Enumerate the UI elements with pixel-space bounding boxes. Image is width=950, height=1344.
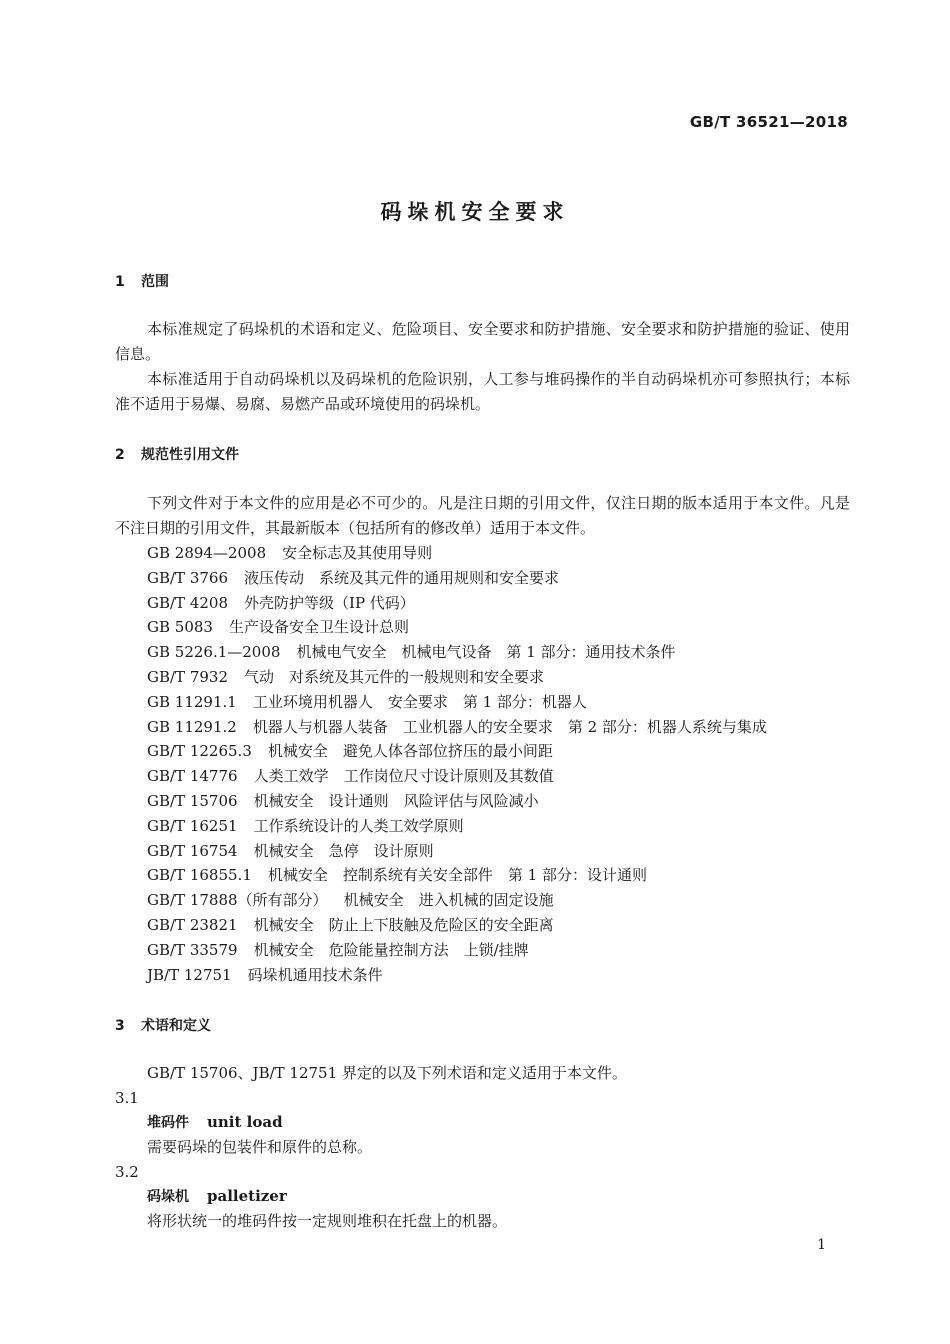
reference-title: 安全标志及其使用导则 (282, 544, 433, 562)
section-3-intro: GB/T 15706、JB/T 12751 界定的以及下列术语和定义适用于本文件。 (147, 1064, 627, 1082)
standard-number: GB/T 36521—2018 (689, 113, 848, 131)
reference-title: 码垛机通用技术条件 (247, 965, 383, 984)
reference-code: GB/T 4208 (147, 593, 229, 612)
term-definition: 需要码垛的包装件和原件的总称。 (147, 1138, 373, 1156)
term-definition: 将形状统一的堆码件按一定规则堆积在托盘上的机器。 (147, 1212, 508, 1230)
reference-code: GB/T 12265.3 (147, 742, 252, 761)
reference-item (147, 764, 767, 789)
reference-title: 气动 对系统及其元件的一般规则和安全要求 (244, 667, 545, 686)
reference-title: 机械电气安全 机械电气设备 第 1 部分：通用技术条件 (296, 643, 676, 662)
term-heading (147, 1110, 283, 1135)
reference-code: GB/T 14776 (147, 767, 238, 786)
reference-code: GB/T 23821 (147, 915, 238, 934)
term-chinese: 码垛机 (147, 1189, 189, 1205)
reference-code: GB 5083 (147, 618, 213, 637)
reference-title: 生产设备安全卫生设计总则 (228, 618, 409, 637)
section-title: 规范性引用文件 (141, 447, 239, 463)
reference-title: 液压传动 系统及其元件的通用规则和安全要求 (244, 568, 560, 587)
section-title: 范围 (141, 274, 169, 290)
page-number: 1 (817, 1237, 826, 1253)
reference-item (147, 963, 767, 988)
reference-code: GB/T 3766 (147, 568, 229, 587)
reference-item (147, 863, 767, 888)
reference-code: JB/T 12751 (147, 965, 232, 984)
reference-title: 机械安全 设计通则 风险评估与风险减小 (253, 791, 539, 810)
section-number: 2 (115, 447, 125, 463)
reference-code: GB/T 15706 (147, 791, 238, 810)
reference-item (147, 566, 767, 591)
term-number: 3.2 (115, 1163, 139, 1181)
reference-item (147, 839, 767, 864)
reference-item (147, 888, 767, 913)
term-chinese: 堆码件 (147, 1115, 189, 1131)
reference-code: GB/T 33579 (147, 940, 238, 959)
reference-title: 机械安全 进入机械的固定设施 (343, 891, 554, 910)
reference-code: GB/T 16754 (147, 841, 238, 860)
section-3-heading (115, 1015, 211, 1035)
reference-code: GB 11291.2 (147, 717, 237, 736)
reference-list (147, 541, 767, 987)
section-number: 1 (115, 274, 125, 290)
reference-item (147, 615, 767, 640)
page-title: 码垛机安全要求 (380, 200, 570, 224)
reference-title: 外壳防护等级（IP 代码） (244, 593, 415, 612)
reference-title: 机械安全 急停 设计原则 (253, 841, 434, 860)
section-1-paragraph: 本标准适用于自动码垛机以及码垛机的危险识别，人工参与堆码操作的半自动码垛机亦可参照执行；本标准不适用于易爆、易腐、易燃产品或环境使用的码垛机。 (115, 370, 850, 413)
reference-item (147, 814, 767, 839)
reference-code: GB/T 16251 (147, 816, 238, 835)
section-1-paragraph: 本标准规定了码垛机的术语和定义、危险项目、安全要求和防护措施、安全要求和防护措施的验证、使用信息。 (115, 320, 850, 363)
reference-title: 机械安全 危险能量控制方法 上锁/挂牌 (253, 940, 529, 959)
reference-item (147, 690, 767, 715)
term-number: 3.1 (115, 1089, 139, 1107)
section-number: 3 (115, 1018, 125, 1034)
reference-title: 机械安全 控制系统有关安全部件 第 1 部分：设计通则 (267, 866, 647, 885)
reference-code: GB/T 16855.1 (147, 866, 252, 885)
term-english: palletizer (207, 1187, 287, 1205)
reference-code: GB/T 7932 (147, 667, 229, 686)
reference-title: 工作系统设计的人类工效学原则 (253, 816, 464, 835)
reference-item (147, 541, 767, 566)
section-2-heading (115, 444, 239, 464)
reference-item (147, 715, 767, 740)
reference-item (147, 640, 767, 665)
reference-item (147, 739, 767, 764)
reference-title: 人类工效学 工作岗位尺寸设计原则及其数值 (253, 767, 554, 786)
section-1-heading (115, 271, 169, 291)
reference-item (147, 591, 767, 616)
term-english: unit load (207, 1113, 283, 1131)
reference-code: GB/T 17888（所有部分） (147, 891, 328, 910)
term-heading (147, 1184, 287, 1209)
section-title: 术语和定义 (141, 1018, 211, 1034)
reference-code: GB 5226.1—2008 (147, 643, 281, 662)
section-2-intro: 下列文件对于本文件的应用是必不可少的。凡是注日期的引用文件，仅注日期的版本适用于本文件。凡是不注日期的引用文件，其最新版本（包括所有的修改单）适用于本文件。 (115, 494, 850, 537)
reference-item (147, 665, 767, 690)
reference-code: GB 2894—2008 (147, 544, 267, 562)
reference-item (147, 913, 767, 938)
reference-title: 机器人与机器人装备 工业机器人的安全要求 第 2 部分：机器人系统与集成 (252, 717, 767, 736)
reference-item (147, 789, 767, 814)
reference-title: 工业环境用机器人 安全要求 第 1 部分：机器人 (252, 692, 587, 711)
reference-item (147, 938, 767, 963)
reference-title: 机械安全 避免人体各部位挤压的最小间距 (267, 742, 553, 761)
reference-code: GB 11291.1 (147, 692, 237, 711)
reference-title: 机械安全 防止上下肢触及危险区的安全距离 (253, 915, 554, 934)
